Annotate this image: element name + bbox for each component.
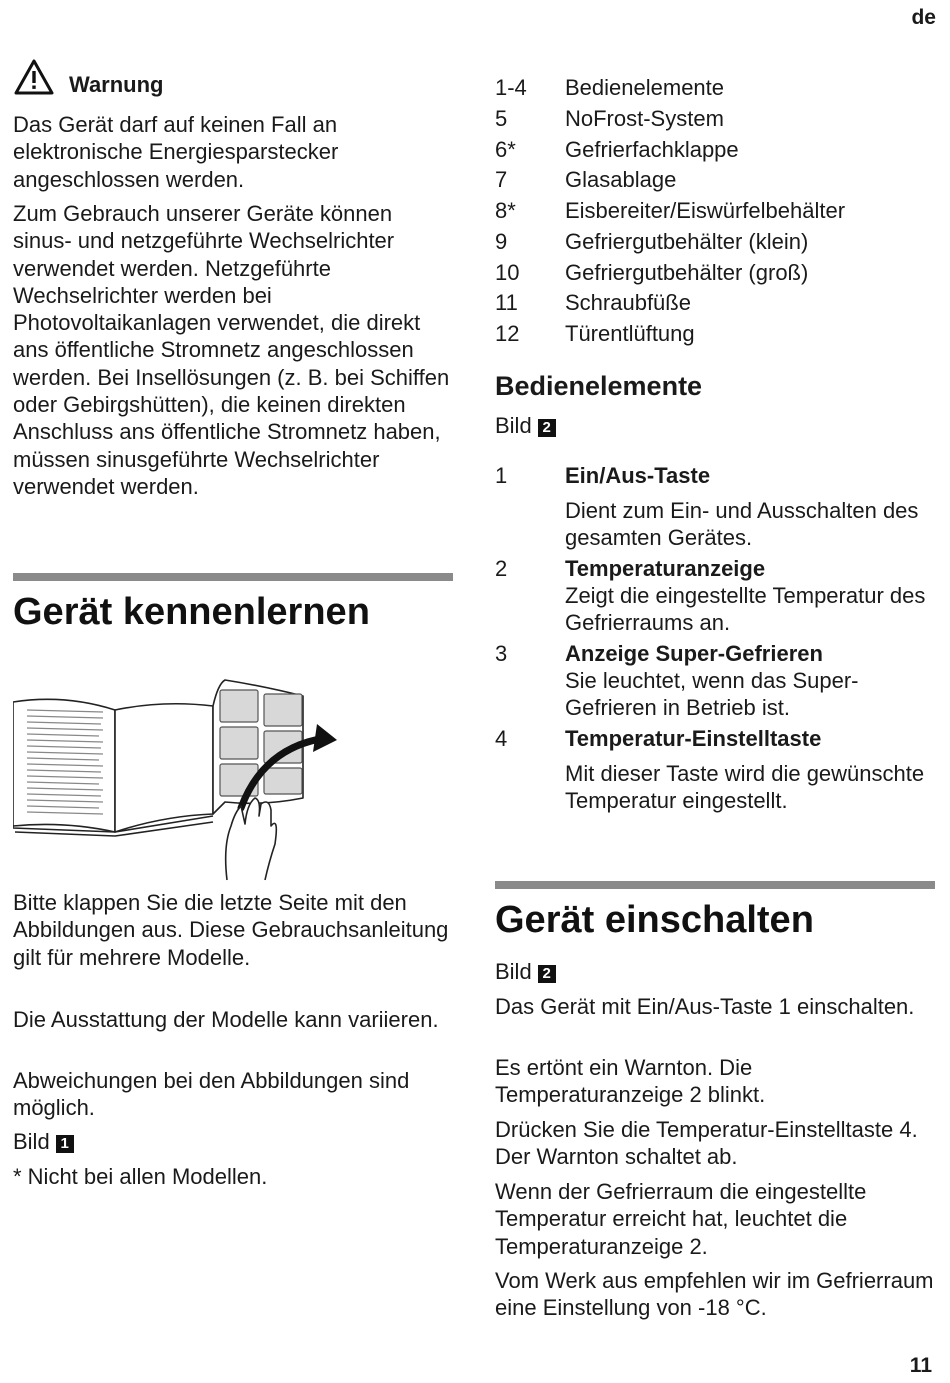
control-number: 2 <box>495 556 508 581</box>
legend-text: Gefriergutbehälter (klein) <box>565 229 809 254</box>
bild-2-reference <box>495 958 935 985</box>
fold-out-page-illustration <box>13 676 343 882</box>
control-number: 3 <box>495 641 508 666</box>
control-description: Mit dieser Taste wird die gewünschte Temperatur eingestellt. <box>565 761 925 814</box>
control-number: 1 <box>495 463 508 488</box>
einschalten-paragraph-5: Vom Werk aus empfehlen wir im Gefrierraum eine Einstellung von -18 °C. <box>495 1268 934 1321</box>
legend-text: Eisbereiter/Eiswürfelbehälter <box>565 198 846 223</box>
control-description: Sie leuchtet, wenn das Super-Gefrieren in Betrieb ist. <box>565 668 859 721</box>
warning-title: Warnung <box>69 72 164 97</box>
legend-text: NoFrost-System <box>565 106 724 131</box>
section-divider <box>495 881 935 889</box>
legend-text: Schraubfüße <box>565 290 691 315</box>
bild-label: Bild <box>495 959 532 984</box>
legend-number: 8* <box>495 198 516 223</box>
kennenlernen-paragraph-1: Bitte klappen Sie die letzte Seite mit den Abbildungen aus. Diese Gebrauchsanleitung gilt für mehrere Modelle. <box>13 890 449 970</box>
section-heading-bedienelemente: Bedienelemente <box>495 371 703 401</box>
legend-text: Gefriergutbehälter (groß) <box>565 260 809 285</box>
section-divider <box>13 573 453 581</box>
kennenlernen-paragraph-3: Abweichungen bei den Abbildungen sind möglich. <box>13 1068 410 1121</box>
control-number: 4 <box>495 726 508 751</box>
language-tag: de <box>911 6 936 29</box>
legend-number: 6* <box>495 137 516 162</box>
warning-paragraph-2: Zum Gebrauch unserer Geräte können sinus- und netzgeführte Wechselrichter verwendet werden. Netzgeführte Wechselrichter werden bei Photovoltaikanlagen verwendet, die direkt ans öffentliche Stromnetz angeschlossen werden. Bei Insellösungen (z. B. bei Schiffen oder Gebirgshütten), die keinen direkten Anschluss ans öffentliche Stromnetz haben, müssen sinusgeführte Wechselrichter verwendet werden. <box>13 201 450 499</box>
legend-text: Bedienelemente <box>565 75 725 100</box>
warning-triangle-icon <box>13 58 55 96</box>
einschalten-paragraph-2: Es ertönt ein Warnton. Die Temperaturanzeige 2 blinkt. <box>495 1055 766 1108</box>
warning-paragraph-1: Das Gerät darf auf keinen Fall an elektronische Energiesparstecker angeschlossen werden. <box>13 112 339 192</box>
page-number: 11 <box>909 1354 932 1377</box>
bild-number-box: 2 <box>538 419 556 437</box>
footnote: * Nicht bei allen Modellen. <box>13 1164 268 1189</box>
control-title: Ein/Aus-Taste <box>565 463 711 488</box>
einschalten-paragraph-1: Das Gerät mit Ein/Aus-Taste 1 einschalten. <box>495 994 915 1019</box>
bild-number-box: 1 <box>56 1135 74 1153</box>
section-heading-kennenlernen: Gerät kennenlernen <box>13 591 370 633</box>
legend-text: Glasablage <box>565 167 677 192</box>
legend-number: 9 <box>495 229 508 254</box>
einschalten-paragraph-4: Wenn der Gefrierraum die eingestellte Temperatur erreicht hat, leuchtet die Temperaturanzeige 2. <box>495 1179 867 1259</box>
legend-text: Gefrierfachklappe <box>565 137 739 162</box>
bild-2-reference <box>495 412 935 439</box>
kennenlernen-paragraph-2: Die Ausstattung der Modelle kann variieren. <box>13 1007 439 1032</box>
warning-heading <box>13 58 453 98</box>
legend-number: 10 <box>495 260 520 285</box>
legend-number: 7 <box>495 167 508 192</box>
bild-label: Bild <box>13 1129 50 1154</box>
control-title: Temperaturanzeige <box>565 556 766 581</box>
legend-number: 1-4 <box>495 75 527 100</box>
legend-number: 5 <box>495 106 508 131</box>
einschalten-paragraph-3: Drücken Sie die Temperatur-Einstelltaste 4. Der Warnton schaltet ab. <box>495 1117 918 1170</box>
control-title: Temperatur-Einstelltaste <box>565 726 822 751</box>
control-description: Zeigt die eingestellte Temperatur des Gefrierraums an. <box>565 583 926 636</box>
bild-1-reference <box>13 1128 453 1155</box>
legend-number: 11 <box>495 290 518 315</box>
control-description: Dient zum Ein- und Ausschalten des gesamten Gerätes. <box>565 498 919 551</box>
control-title: Anzeige Super-Gefrieren <box>565 641 823 666</box>
bild-label: Bild <box>495 413 532 438</box>
legend-text: Türentlüftung <box>565 321 695 346</box>
bild-number-box: 2 <box>538 965 556 983</box>
section-heading-einschalten: Gerät einschalten <box>495 899 814 941</box>
legend-number: 12 <box>495 321 520 346</box>
